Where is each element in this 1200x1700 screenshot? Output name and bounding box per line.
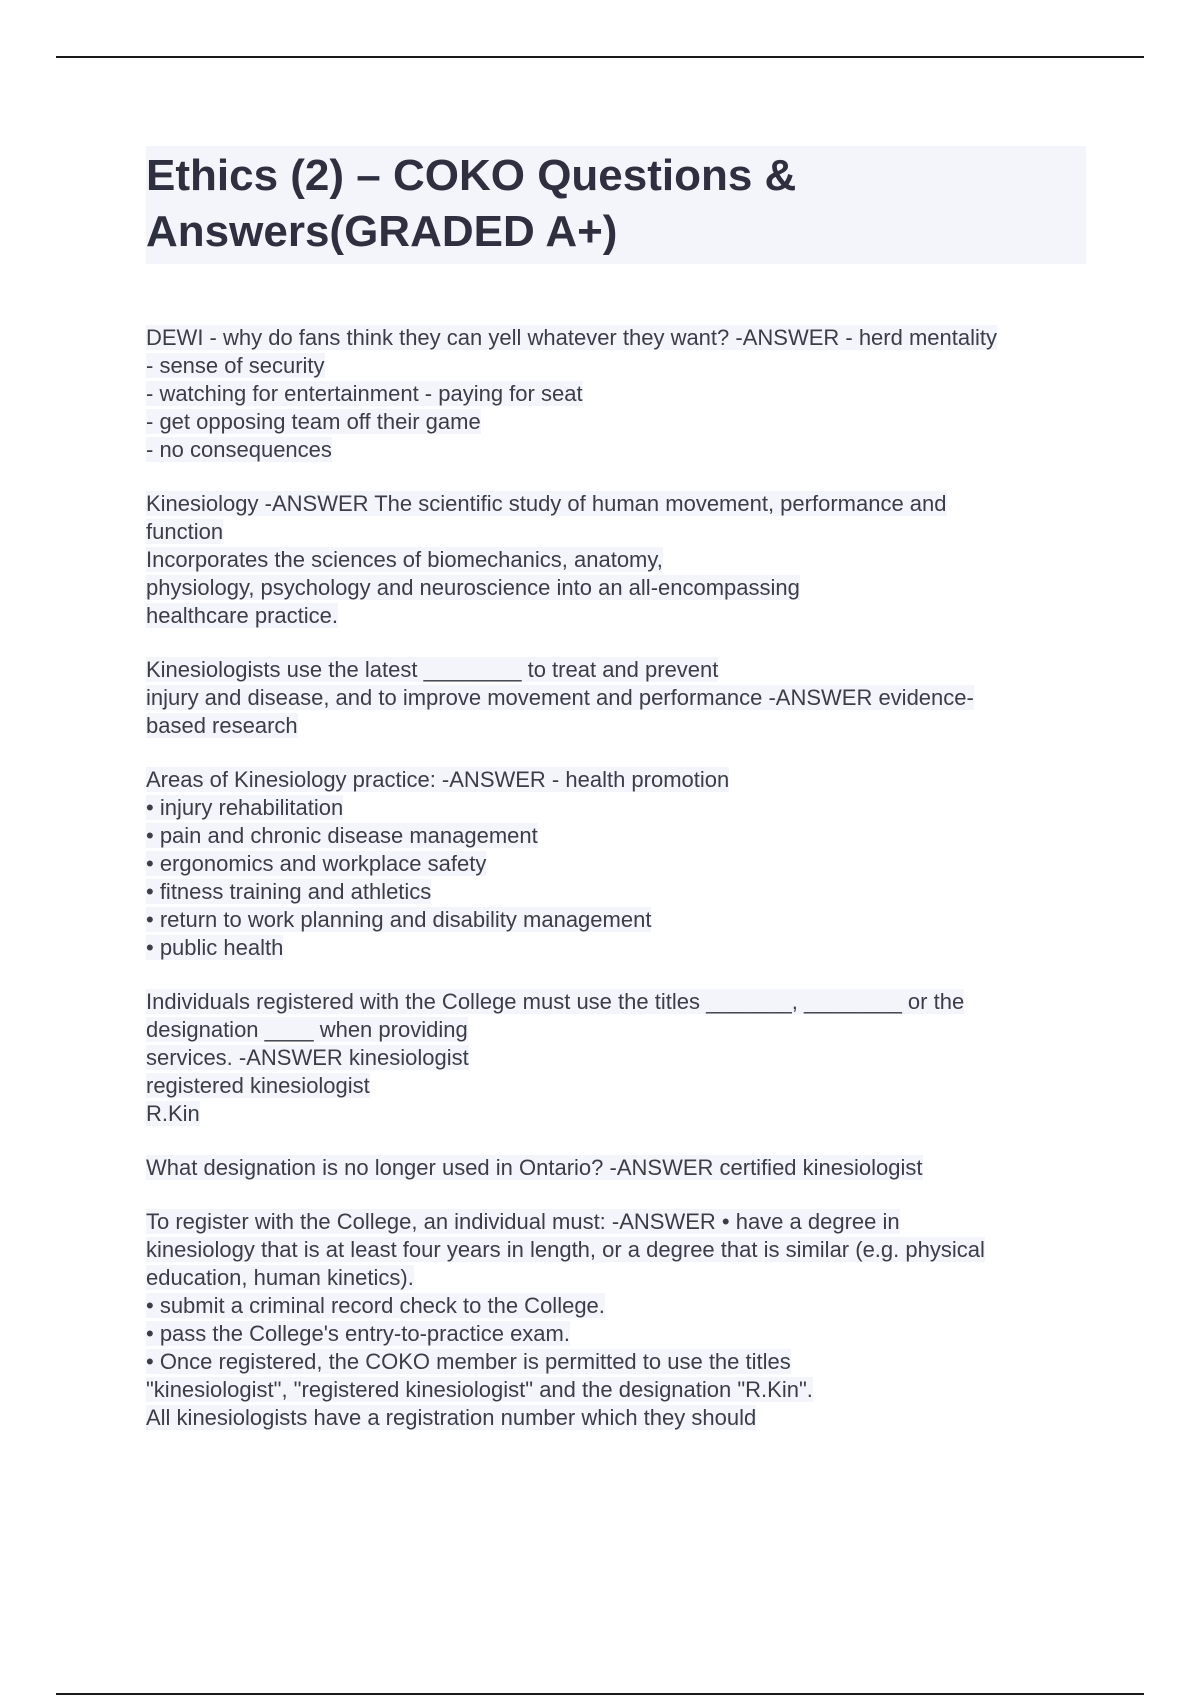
qa-entry-dewi bbox=[146, 324, 1086, 464]
qa-line: - watching for entertainment - paying for seat bbox=[146, 381, 583, 406]
qa-line: based research bbox=[146, 713, 298, 738]
qa-entry-titles bbox=[146, 988, 1086, 1128]
qa-line: "kinesiologist", "registered kinesiologist" and the designation "R.Kin". bbox=[146, 1377, 813, 1402]
qa-line: Kinesiologists use the latest ________ to treat and prevent bbox=[146, 657, 719, 682]
qa-entry-kinesiology bbox=[146, 490, 1086, 630]
qa-line: All kinesiologists have a registration number which they should bbox=[146, 1405, 757, 1430]
qa-line: Individuals registered with the College must use the titles _______, ________ or the bbox=[146, 989, 965, 1014]
qa-line: • Once registered, the COKO member is permitted to use the titles bbox=[146, 1349, 791, 1374]
qa-line: What designation is no longer used in Ontario? -ANSWER certified kinesiologist bbox=[146, 1155, 923, 1180]
qa-line: • public health bbox=[146, 935, 284, 960]
qa-entry-areas-of-practice bbox=[146, 766, 1086, 962]
qa-line: - no consequences bbox=[146, 437, 332, 462]
qa-line: Incorporates the sciences of biomechanics, anatomy, bbox=[146, 547, 663, 572]
title-block bbox=[146, 146, 1086, 264]
qa-line: education, human kinetics). bbox=[146, 1265, 414, 1290]
qa-line: kinesiology that is at least four years in length, or a degree that is similar (e.g. physical bbox=[146, 1237, 985, 1262]
qa-line: • pass the College's entry-to-practice exam. bbox=[146, 1321, 570, 1346]
document-title: Ethics (2) – COKO Questions & Answers(GRADED A+) bbox=[146, 151, 797, 256]
qa-line: • return to work planning and disability management bbox=[146, 907, 652, 932]
qa-entry-latest-research bbox=[146, 656, 1086, 740]
qa-line: Kinesiology -ANSWER The scientific study of human movement, performance and bbox=[146, 491, 947, 516]
qa-line: • fitness training and athletics bbox=[146, 879, 432, 904]
qa-line: healthcare practice. bbox=[146, 603, 338, 628]
qa-line: registered kinesiologist bbox=[146, 1073, 370, 1098]
qa-line: To register with the College, an individual must: -ANSWER • have a degree in bbox=[146, 1209, 900, 1234]
qa-line: Areas of Kinesiology practice: -ANSWER - health promotion bbox=[146, 767, 730, 792]
qa-line: - get opposing team off their game bbox=[146, 409, 481, 434]
document-body bbox=[146, 146, 1086, 1458]
qa-line: services. -ANSWER kinesiologist bbox=[146, 1045, 469, 1070]
qa-entry-register bbox=[146, 1208, 1086, 1432]
qa-line: • injury rehabilitation bbox=[146, 795, 344, 820]
qa-line: • submit a criminal record check to the College. bbox=[146, 1293, 605, 1318]
qa-line: physiology, psychology and neuroscience into an all-encompassing bbox=[146, 575, 800, 600]
bottom-rule bbox=[56, 1693, 1144, 1695]
qa-line: injury and disease, and to improve movement and performance -ANSWER evidence- bbox=[146, 685, 974, 710]
qa-entry-designation bbox=[146, 1154, 1086, 1182]
qa-line: - sense of security bbox=[146, 353, 325, 378]
qa-line: function bbox=[146, 519, 224, 544]
qa-line: R.Kin bbox=[146, 1101, 200, 1126]
qa-line: DEWI - why do fans think they can yell whatever they want? -ANSWER - herd mentality bbox=[146, 325, 997, 350]
qa-line: designation ____ when providing bbox=[146, 1017, 468, 1042]
qa-line: • ergonomics and workplace safety bbox=[146, 851, 487, 876]
qa-line: • pain and chronic disease management bbox=[146, 823, 538, 848]
top-rule bbox=[56, 56, 1144, 58]
